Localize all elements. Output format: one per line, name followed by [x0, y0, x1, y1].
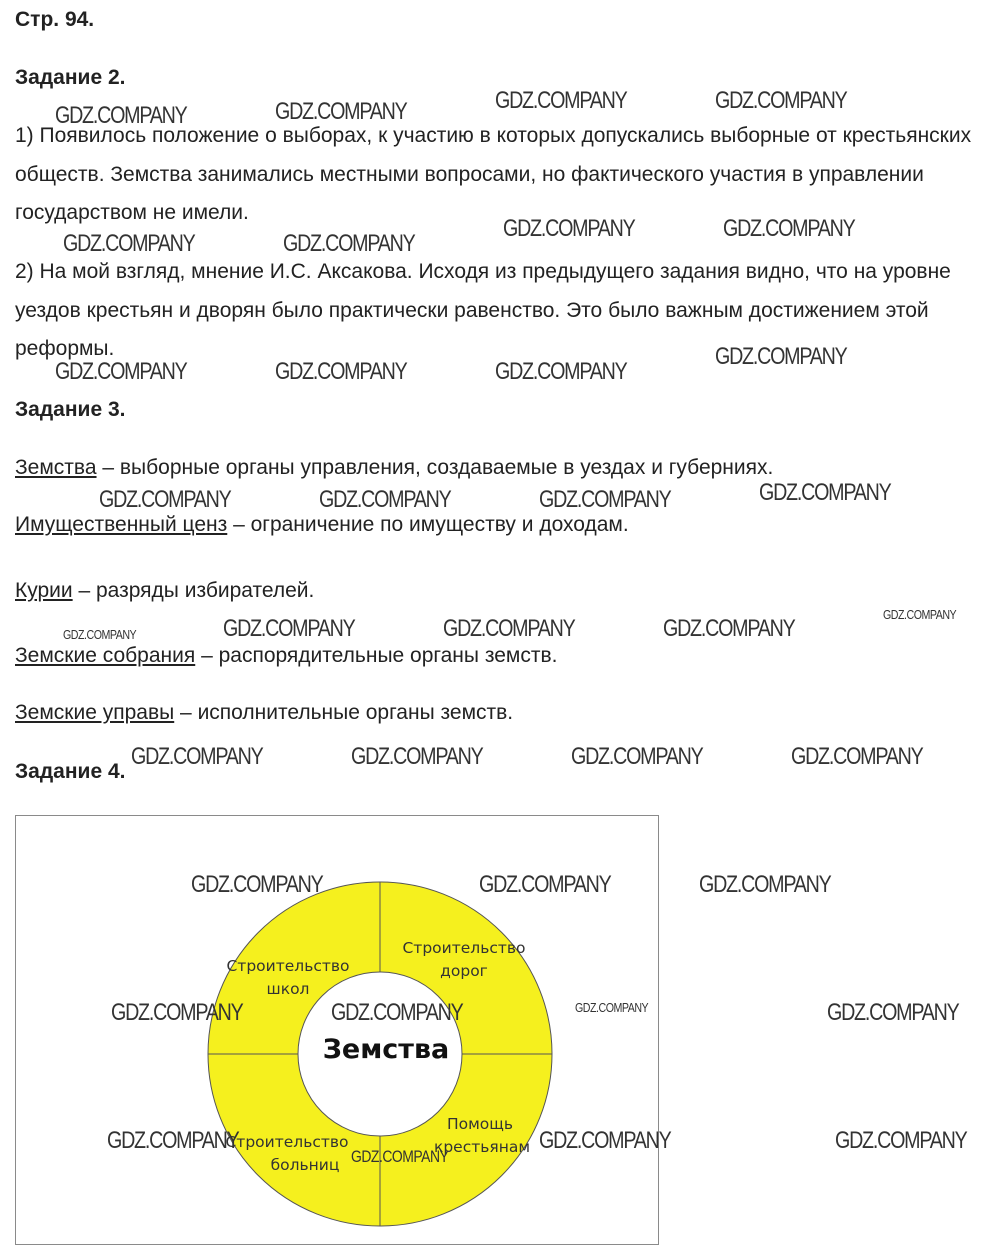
watermark: GDZ.COMPANY [827, 999, 959, 1026]
definition-zemstva [15, 456, 773, 480]
watermark: GDZ.COMPANY [99, 486, 231, 513]
definition-text: – исполнительные органы земств. [174, 701, 514, 724]
watermark: GDZ.COMPANY [55, 358, 187, 385]
watermark: GDZ.COMPANY [663, 615, 795, 642]
watermark: GDZ.COMPANY [191, 871, 323, 898]
task2-paragraph-2: 2) На мой взгляд, мнение И.С. Аксакова. Исходя из предыдущего задания видно, что на уровне уездов крестьян и дворян было практически равенство. Это было важным достижением этой реформы. [15, 260, 951, 360]
watermark: GDZ.COMPANY [223, 615, 355, 642]
watermark: GDZ.COMPANY [495, 358, 627, 385]
watermark: GDZ.COMPANY [63, 230, 195, 257]
definition-text: – разряды избирателей. [72, 579, 315, 602]
watermark: GDZ.COMPANY [283, 230, 415, 257]
watermark: GDZ.COMPANY [723, 215, 855, 242]
watermark: GDZ.COMPANY [351, 743, 483, 770]
watermark: GDZ.COMPANY [699, 871, 831, 898]
definition-zemstvo-assemblies [15, 644, 557, 668]
segment-hospitals-line1: Строительство [225, 1133, 349, 1151]
watermark: GDZ.COMPANY [107, 1127, 239, 1154]
watermark: GDZ.COMPANY [63, 627, 137, 642]
watermark: GDZ.COMPANY [275, 358, 407, 385]
segment-roads-line1: Строительство [402, 939, 526, 957]
segment-hospitals-line2: больниц [270, 1156, 340, 1174]
watermark: GDZ.COMPANY [319, 486, 451, 513]
watermark: GDZ.COMPANY [131, 743, 263, 770]
watermark: GDZ.COMPANY [883, 607, 957, 622]
diagram-center-label: Земства [322, 1034, 450, 1065]
definition-text: – выборные органы управления, создаваемые в уездах и губерниях. [96, 456, 774, 479]
task2-paragraph-1: 1) Появилось положение о выборах, к участию в которых допускались выборные от крестьянских обществ. Земства занимались местными вопросами, но фактического участия в управлении государством не имели. [15, 124, 972, 224]
watermark: GDZ.COMPANY [111, 999, 243, 1026]
page-label: Стр. 94. [15, 8, 95, 31]
watermark: GDZ.COMPANY [539, 486, 671, 513]
segment-peasants-line1: Помощь [446, 1115, 514, 1133]
watermark: GDZ.COMPANY [715, 87, 847, 114]
watermark: GDZ.COMPANY [275, 98, 407, 125]
definition-term: Земские собрания [15, 644, 196, 667]
segment-schools-line1: Строительство [226, 957, 350, 975]
watermark: GDZ.COMPANY [575, 1000, 649, 1015]
definition-term: Курии [15, 579, 73, 602]
segment-roads-line2: дорог [440, 962, 488, 980]
watermark: GDZ.COMPANY [479, 871, 611, 898]
definition-term: Земские управы [15, 701, 175, 724]
watermark: GDZ.COMPANY [539, 1127, 671, 1154]
definition-term: Имущественный ценз [15, 513, 228, 536]
watermark: GDZ.COMPANY [495, 87, 627, 114]
definition-property-qualification [15, 513, 629, 537]
watermark: GDZ.COMPANY [443, 615, 575, 642]
definition-text: – ограничение по имуществу и доходам. [227, 513, 629, 536]
watermark: GDZ.COMPANY [835, 1127, 967, 1154]
task2-heading: Задание 2. [15, 66, 126, 89]
definition-term: Земства [15, 456, 97, 479]
task4-heading: Задание 4. [15, 760, 126, 783]
watermark: GDZ.COMPANY [503, 215, 635, 242]
segment-peasants-line2: крестьянам [433, 1138, 531, 1156]
definition-curiae [15, 579, 314, 603]
watermark: GDZ.COMPANY [759, 479, 891, 506]
watermark: GDZ.COMPANY [791, 743, 923, 770]
task3-heading: Задание 3. [15, 398, 126, 421]
watermark: GDZ.COMPANY [571, 743, 703, 770]
watermark: GDZ.COMPANY [55, 102, 187, 129]
watermark: GDZ.COMPANY [351, 1147, 449, 1166]
segment-schools-line2: школ [266, 980, 310, 998]
watermark: GDZ.COMPANY [715, 343, 847, 370]
definition-zemstvo-boards [15, 701, 513, 725]
definition-text: – распорядительные органы земств. [195, 644, 558, 667]
watermark: GDZ.COMPANY [331, 999, 463, 1026]
